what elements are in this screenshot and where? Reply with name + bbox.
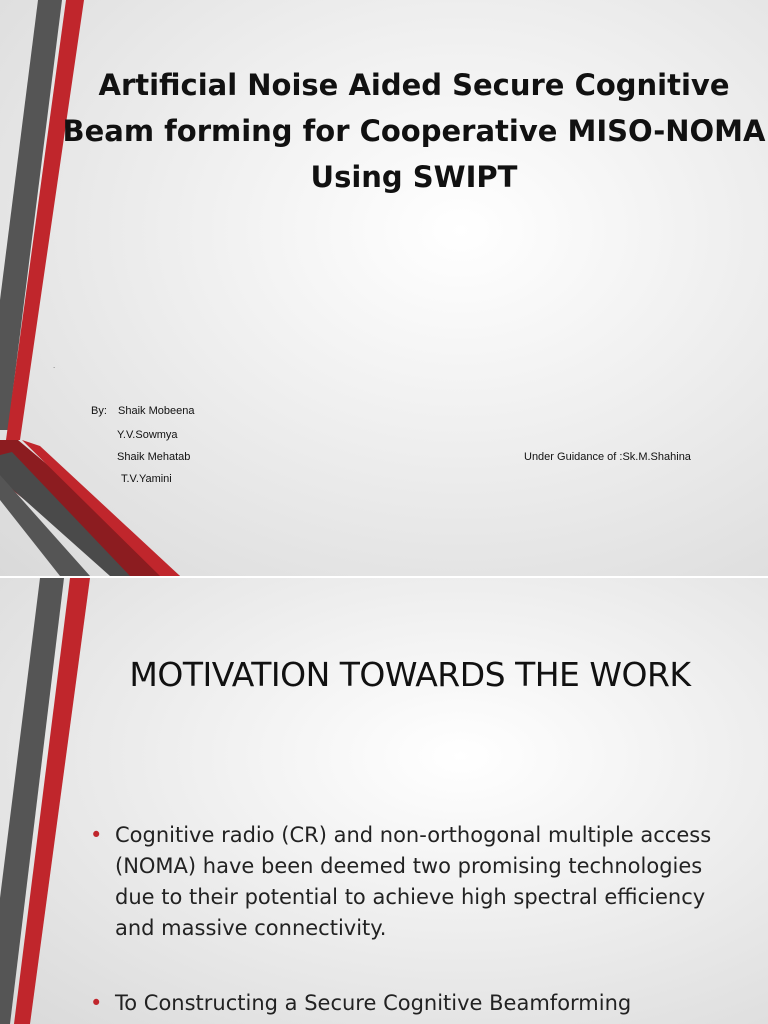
bullet-icon: • <box>90 991 103 1015</box>
slide-title: Artificial Noise Aided Secure Cognitive Beam forming for Cooperative MISO-NOMA Using SWIPT <box>62 68 766 194</box>
author-name: Shaik Mehatab <box>117 451 191 463</box>
author-name: Y.V.Sowmya <box>117 429 178 441</box>
bullet-item <box>90 820 730 944</box>
bullet-icon: • <box>90 823 103 847</box>
author-name: T.V.Yamini <box>121 473 172 485</box>
authors-prefix: By: <box>91 405 107 417</box>
slide-title: MOTIVATION TOWARDS THE WORK <box>129 655 691 694</box>
author-name: Shaik Mobeena <box>118 405 195 417</box>
bullet-list <box>90 820 730 1024</box>
stray-dot: . <box>53 361 56 370</box>
guidance-text: Under Guidance of :Sk.M.Shahina <box>524 451 691 463</box>
bullet-item <box>90 988 730 1019</box>
bullet-text: Cognitive radio (CR) and non-orthogonal multiple access (NOMA) have been deemed two promising technologies due to their potential to achieve high spectral efficiency and massive connectivity. <box>115 823 712 940</box>
motivation-slide <box>0 578 768 1024</box>
bullet-text: To Constructing a Secure Cognitive Beamforming <box>115 991 632 1015</box>
